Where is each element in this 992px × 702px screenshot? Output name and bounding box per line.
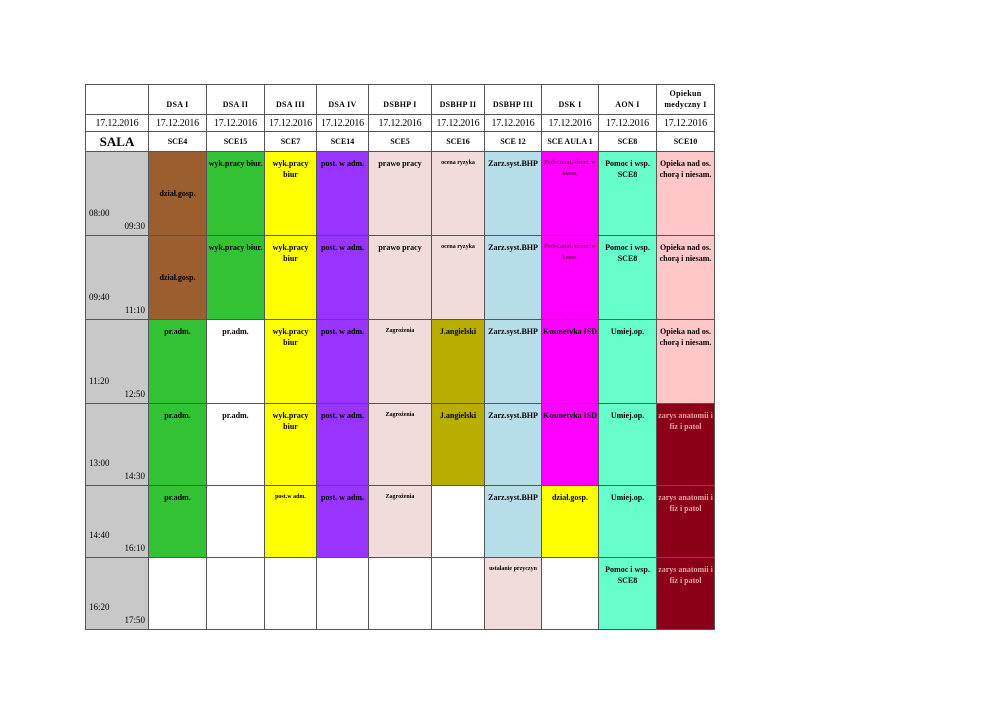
header-cell: Opiekun medyczny I [657,85,715,115]
class-cell: Kosmetyka ISD [542,404,599,486]
class-cell: zarys anatomii i fiz i patol [657,558,715,630]
slot-end-time: 16:10 [124,543,145,553]
class-cell: Pomoc i wsp. SCE8 [599,152,657,236]
class-cell: Umiej.op. [599,404,657,486]
date-cell: 17.12.2016 [485,115,542,132]
class-cell: Umiej.op. [599,486,657,558]
header-row [86,85,715,115]
class-cell: Podst.anat.-derm. w kosm. [542,152,599,236]
class-cell: Zagrożenia [369,486,432,558]
slot-start-time: 16:20 [89,602,110,612]
room-cell: SCE4 [149,132,207,152]
class-cell [317,558,369,630]
room-row [86,132,715,152]
class-cell: Zarz.syst.BHP [485,486,542,558]
class-cell: ocena ryzyka [432,152,485,236]
class-cell: pr.adm. [149,404,207,486]
class-cell: Podst.anat.-derm. w kosm. [542,236,599,320]
class-cell: wyk.pracy biur [265,320,317,404]
header-cell-corner [86,85,149,115]
slot-start-time: 09:40 [89,292,110,302]
slot-start-time: 14:40 [89,530,110,540]
class-cell: wyk.pracy biur [265,404,317,486]
date-cell: 17.12.2016 [657,115,715,132]
class-cell: pr.adm. [149,320,207,404]
room-cell: SCE AULA 1 [542,132,599,152]
class-cell: post. w adm. [317,486,369,558]
slot-start-time: 11:20 [89,376,110,386]
class-cell: Zarz.syst.BHP [485,320,542,404]
slot-end-time: 14:30 [124,471,145,481]
slot-end-time: 09:30 [124,221,145,231]
sala-label: SALA [86,132,149,152]
class-cell: pr.adm. [207,404,265,486]
class-cell: pr.adm. [207,320,265,404]
slot-end-time: 12:50 [124,389,145,399]
class-cell [149,558,207,630]
header-cell: DSA II [207,85,265,115]
slot-row [86,152,715,236]
class-cell: dział.gosp. [149,236,207,320]
class-cell [369,558,432,630]
header-cell: DSBHP II [432,85,485,115]
header-cell: DSA I [149,85,207,115]
room-cell: SCE8 [599,132,657,152]
class-cell: dział.gosp. [149,152,207,236]
class-cell: post. w adm. [317,236,369,320]
slot-row [86,404,715,486]
header-cell: DSA III [265,85,317,115]
time-cell [86,558,149,630]
class-cell: ocena ryzyka [432,236,485,320]
header-cell: AON I [599,85,657,115]
date-cell: 17.12.2016 [265,115,317,132]
class-cell: Opieka nad os. chorą i niesam. [657,152,715,236]
class-cell [207,558,265,630]
date-cell: 17.12.2016 [86,115,149,132]
room-cell: SCE14 [317,132,369,152]
class-cell: Zarz.syst.BHP [485,404,542,486]
room-cell: SCE10 [657,132,715,152]
date-cell: 17.12.2016 [149,115,207,132]
time-cell [86,320,149,404]
class-cell: post. w adm. [317,152,369,236]
room-cell: SCE5 [369,132,432,152]
slot-start-time: 08:00 [89,208,110,218]
header-cell: DSA IV [317,85,369,115]
class-cell: Zarz.syst.BHP [485,236,542,320]
class-cell: J.angielski [432,404,485,486]
date-cell: 17.12.2016 [317,115,369,132]
class-cell: post.w adm. [265,486,317,558]
class-cell: J.angielski [432,320,485,404]
class-cell: Opieka nad os. chorą i niesam. [657,236,715,320]
room-cell: SCE15 [207,132,265,152]
time-cell [86,486,149,558]
class-cell: dział.gosp. [542,486,599,558]
room-cell: SCE7 [265,132,317,152]
class-cell: wyk.pracy biur. [207,236,265,320]
room-cell: SCE 12 [485,132,542,152]
class-cell: wyk.pracy biur [265,236,317,320]
class-cell [432,486,485,558]
class-cell [207,486,265,558]
class-cell: ustalanie przyczyn [485,558,542,630]
date-cell: 17.12.2016 [599,115,657,132]
time-cell [86,152,149,236]
room-cell: SCE16 [432,132,485,152]
slot-end-time: 11:10 [124,305,145,315]
header-cell: DSBHP I [369,85,432,115]
class-cell: zarys anatomii i fiz i patol [657,404,715,486]
class-cell: prawo pracy [369,152,432,236]
class-cell: zarys anatomii i fiz i patol [657,486,715,558]
time-cell [86,404,149,486]
class-cell: Opieka nad os. chorą i niesam. [657,320,715,404]
date-cell: 17.12.2016 [542,115,599,132]
class-cell: wyk.pracy biur. [207,152,265,236]
date-row [86,115,715,132]
header-cell: DSBHP III [485,85,542,115]
class-cell: Zagrożenia [369,404,432,486]
date-cell: 17.12.2016 [432,115,485,132]
class-cell [265,558,317,630]
slot-row [86,486,715,558]
date-cell: 17.12.2016 [207,115,265,132]
class-cell [542,558,599,630]
class-cell: Zagrożenia [369,320,432,404]
class-cell: post. w adm. [317,404,369,486]
time-cell [86,236,149,320]
slot-end-time: 17:50 [124,615,145,625]
header-cell: DSK I [542,85,599,115]
slot-start-time: 13:00 [89,458,110,468]
class-cell: Pomoc i wsp. SCE8 [599,236,657,320]
date-cell: 17.12.2016 [369,115,432,132]
class-cell [432,558,485,630]
class-cell: Zarz.syst.BHP [485,152,542,236]
schedule-table [85,84,715,630]
class-cell: pr.adm. [149,486,207,558]
class-cell: Pomoc i wsp. SCE8 [599,558,657,630]
slot-row [86,236,715,320]
class-cell: prawo pracy [369,236,432,320]
slot-row [86,320,715,404]
class-cell: Kosmetyka ISD [542,320,599,404]
slot-row [86,558,715,630]
class-cell: post. w adm. [317,320,369,404]
class-cell: wyk.pracy biur [265,152,317,236]
class-cell: Umiej.op. [599,320,657,404]
